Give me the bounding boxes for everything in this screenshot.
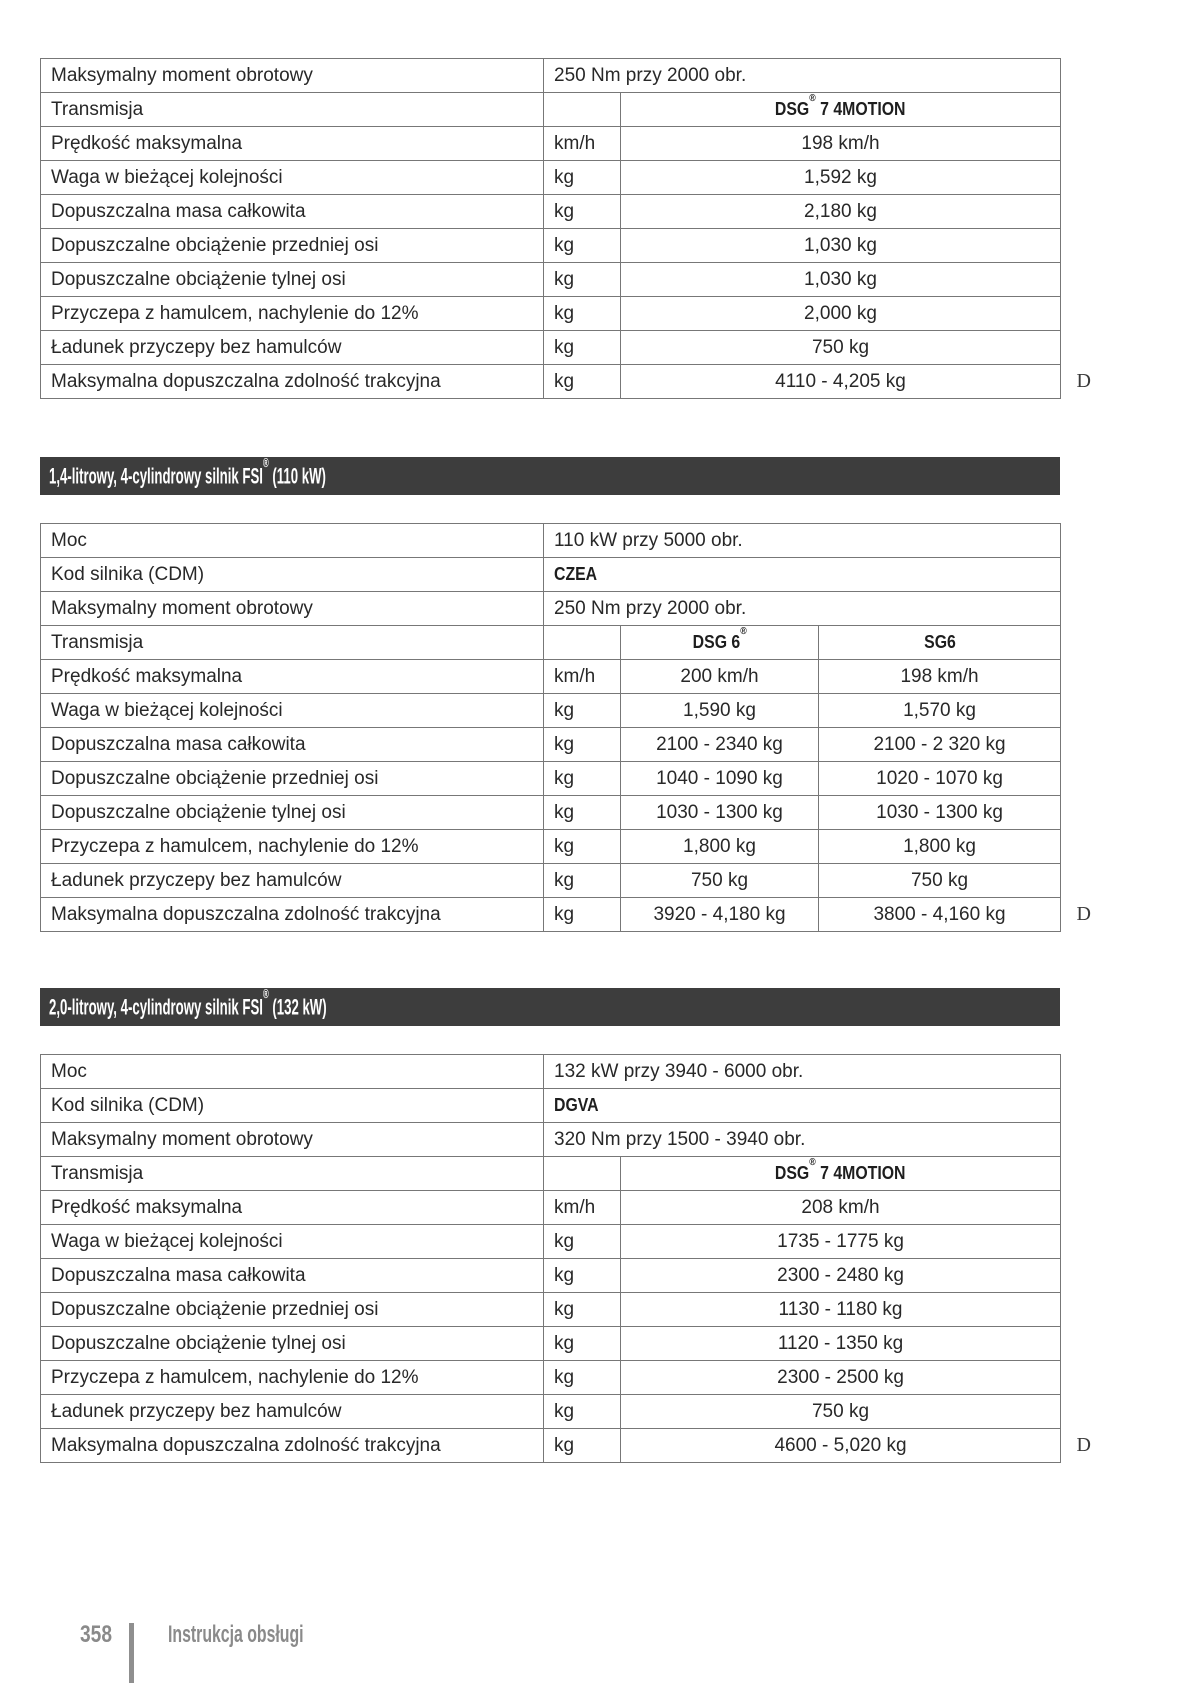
row-label: Ładunek przyczepy bez hamulców	[41, 331, 544, 365]
table-row	[41, 864, 1061, 898]
table-row	[41, 796, 1061, 830]
row-label: Dopuszczalne obciążenie tylnej osi	[41, 1327, 544, 1361]
table-row	[41, 1361, 1061, 1395]
row-unit: kg	[544, 898, 621, 932]
row-unit: kg	[544, 796, 621, 830]
row-label: Dopuszczalna masa całkowita	[41, 1259, 544, 1293]
transmission-name: DSG® 7 4MOTION	[775, 92, 906, 119]
table-row	[41, 762, 1061, 796]
table-row	[41, 1395, 1061, 1429]
row-label: Przyczepa z hamulcem, nachylenie do 12%	[41, 297, 544, 331]
row-unit: kg	[544, 1327, 621, 1361]
row-label: Transmisja	[41, 1157, 544, 1191]
margin-marker-d: D	[1076, 1434, 1091, 1456]
footer-divider	[129, 1623, 134, 1683]
table-row	[41, 127, 1061, 161]
section-title-text: 2,0-litrowy, 4-cylindrowy silnik FSI	[49, 994, 263, 1020]
row-label: Kod silnika (CDM)	[41, 558, 544, 592]
table-row	[41, 898, 1061, 932]
row-unit: km/h	[544, 1191, 621, 1225]
table-row	[41, 365, 1061, 399]
section-title-kw: (110 kW)	[268, 463, 326, 489]
table-row	[41, 626, 1061, 660]
spec-table-top-continued	[40, 58, 1061, 399]
row-value: 2,180 kg	[621, 195, 1061, 229]
table-row	[41, 93, 1061, 127]
table-row	[41, 1055, 1061, 1089]
row-label: Przyczepa z hamulcem, nachylenie do 12%	[41, 1361, 544, 1395]
row-value: 1,030 kg	[621, 229, 1061, 263]
row-value: 1020 - 1070 kg	[819, 762, 1061, 796]
row-value-full: CZEA	[544, 558, 1061, 592]
registered-trademark-icon: ®	[262, 985, 269, 1001]
row-label: Ładunek przyczepy bez hamulców	[41, 1395, 544, 1429]
row-unit: kg	[544, 161, 621, 195]
row-value: 1,800 kg	[819, 830, 1061, 864]
row-unit: kg	[544, 864, 621, 898]
row-value: 1030 - 1300 kg	[819, 796, 1061, 830]
row-value: 198 km/h	[621, 127, 1061, 161]
row-unit: kg	[544, 1429, 621, 1463]
table-row	[41, 524, 1061, 558]
table-row	[41, 331, 1061, 365]
row-value: 1130 - 1180 kg	[621, 1293, 1061, 1327]
row-value: 1,590 kg	[621, 694, 819, 728]
row-label: Dopuszczalne obciążenie przedniej osi	[41, 229, 544, 263]
table-row	[41, 59, 1061, 93]
row-value: 750 kg	[621, 331, 1061, 365]
table-row	[41, 1191, 1061, 1225]
row-value: 1,570 kg	[819, 694, 1061, 728]
row-value: 750 kg	[819, 864, 1061, 898]
row-unit: kg	[544, 762, 621, 796]
row-unit: kg	[544, 1225, 621, 1259]
row-value: 2,000 kg	[621, 297, 1061, 331]
table-wrap-top	[40, 58, 1091, 399]
row-value: 198 km/h	[819, 660, 1061, 694]
row-unit-empty	[544, 1157, 621, 1191]
row-label: Kod silnika (CDM)	[41, 1089, 544, 1123]
row-unit: kg	[544, 728, 621, 762]
transmission-header	[621, 93, 1061, 127]
section-header-110kw	[40, 454, 1060, 495]
page-number: 358	[80, 1621, 113, 1648]
registered-trademark-icon: ®	[262, 454, 269, 470]
row-unit: kg	[544, 229, 621, 263]
table-wrap-110kw	[40, 523, 1091, 932]
table-row	[41, 161, 1061, 195]
row-unit: kg	[544, 1361, 621, 1395]
row-label: Przyczepa z hamulcem, nachylenie do 12%	[41, 830, 544, 864]
registered-trademark-icon: ®	[740, 625, 747, 637]
page-content	[40, 58, 1091, 1463]
section-title-text: 1,4-litrowy, 4-cylindrowy silnik FSI	[49, 463, 263, 489]
row-unit: km/h	[544, 127, 621, 161]
table-row	[41, 1123, 1061, 1157]
row-value: 1040 - 1090 kg	[621, 762, 819, 796]
page-footer	[0, 1618, 1177, 1683]
table-row	[41, 830, 1061, 864]
row-unit: kg	[544, 365, 621, 399]
row-unit: kg	[544, 1293, 621, 1327]
doc-title: Instrukcja obsługi	[168, 1621, 304, 1648]
row-label: Moc	[41, 1055, 544, 1089]
table-row	[41, 263, 1061, 297]
row-value: 200 km/h	[621, 660, 819, 694]
table-row	[41, 1259, 1061, 1293]
spec-table-fsi-132kw	[40, 1054, 1061, 1463]
row-label: Dopuszczalne obciążenie tylnej osi	[41, 263, 544, 297]
transmission-name: DSG 6®	[692, 625, 747, 652]
row-label: Dopuszczalne obciążenie tylnej osi	[41, 796, 544, 830]
transmission-name: SG6	[923, 631, 956, 652]
row-label: Prędkość maksymalna	[41, 1191, 544, 1225]
transmission-header	[819, 626, 1061, 660]
margin-marker-d: D	[1076, 370, 1091, 392]
row-value: 2300 - 2480 kg	[621, 1259, 1061, 1293]
row-label: Maksymalny moment obrotowy	[41, 1123, 544, 1157]
table-row	[41, 558, 1061, 592]
row-unit: kg	[544, 694, 621, 728]
row-value: 4110 - 4,205 kg	[621, 365, 1061, 399]
row-label: Ładunek przyczepy bez hamulców	[41, 864, 544, 898]
registered-trademark-icon: ®	[809, 1156, 817, 1168]
row-value: 1,800 kg	[621, 830, 819, 864]
table-row	[41, 694, 1061, 728]
row-label: Maksymalna dopuszczalna zdolność trakcyjna	[41, 1429, 544, 1463]
row-label: Prędkość maksymalna	[41, 127, 544, 161]
table-row	[41, 229, 1061, 263]
transmission-header	[621, 626, 819, 660]
table-row	[41, 1327, 1061, 1361]
row-value: 1030 - 1300 kg	[621, 796, 819, 830]
row-unit: kg	[544, 331, 621, 365]
row-label: Waga w bieżącej kolejności	[41, 1225, 544, 1259]
spec-table-fsi-110kw	[40, 523, 1061, 932]
row-unit: kg	[544, 297, 621, 331]
row-label: Dopuszczalne obciążenie przedniej osi	[41, 1293, 544, 1327]
section-title	[49, 454, 326, 489]
row-value: 3800 - 4,160 kg	[819, 898, 1061, 932]
table-row	[41, 660, 1061, 694]
row-value: 750 kg	[621, 1395, 1061, 1429]
row-label: Maksymalna dopuszczalna zdolność trakcyjna	[41, 365, 544, 399]
row-value: 1735 - 1775 kg	[621, 1225, 1061, 1259]
row-value-full: 250 Nm przy 2000 obr.	[544, 592, 1061, 626]
row-value: 208 km/h	[621, 1191, 1061, 1225]
row-value-full: DGVA	[544, 1089, 1061, 1123]
row-value: 2100 - 2340 kg	[621, 728, 819, 762]
row-label: Prędkość maksymalna	[41, 660, 544, 694]
table-wrap-132kw	[40, 1054, 1091, 1463]
row-value-full: 132 kW przy 3940 - 6000 obr.	[544, 1055, 1061, 1089]
row-label: Transmisja	[41, 626, 544, 660]
table-row	[41, 1429, 1061, 1463]
row-value-full: 250 Nm przy 2000 obr.	[544, 59, 1061, 93]
table-row	[41, 1225, 1061, 1259]
row-label: Maksymalny moment obrotowy	[41, 59, 544, 93]
table-row	[41, 195, 1061, 229]
row-value: 3920 - 4,180 kg	[621, 898, 819, 932]
row-unit: kg	[544, 263, 621, 297]
margin-marker-d: D	[1076, 903, 1091, 925]
row-label: Maksymalny moment obrotowy	[41, 592, 544, 626]
table-row	[41, 1293, 1061, 1327]
row-value: 1,592 kg	[621, 161, 1061, 195]
row-label: Transmisja	[41, 93, 544, 127]
table-row	[41, 1157, 1061, 1191]
section-header-132kw	[40, 985, 1060, 1026]
row-unit: kg	[544, 195, 621, 229]
row-label: Dopuszczalna masa całkowita	[41, 728, 544, 762]
row-value: 2300 - 2500 kg	[621, 1361, 1061, 1395]
row-label: Dopuszczalna masa całkowita	[41, 195, 544, 229]
table-row	[41, 297, 1061, 331]
row-label: Maksymalna dopuszczalna zdolność trakcyjna	[41, 898, 544, 932]
registered-trademark-icon: ®	[809, 92, 817, 104]
transmission-header	[621, 1157, 1061, 1191]
row-value-full: 320 Nm przy 1500 - 3940 obr.	[544, 1123, 1061, 1157]
row-value-full: 110 kW przy 5000 obr.	[544, 524, 1061, 558]
section-title-kw: (132 kW)	[268, 994, 327, 1020]
section-title	[49, 985, 327, 1020]
table-row	[41, 728, 1061, 762]
row-unit-empty	[544, 93, 621, 127]
row-value: 1,030 kg	[621, 263, 1061, 297]
row-value: 4600 - 5,020 kg	[621, 1429, 1061, 1463]
row-unit: kg	[544, 1259, 621, 1293]
row-label: Dopuszczalne obciążenie przedniej osi	[41, 762, 544, 796]
row-value: 750 kg	[621, 864, 819, 898]
transmission-name: DSG® 7 4MOTION	[775, 1156, 906, 1183]
table-row	[41, 1089, 1061, 1123]
row-label: Moc	[41, 524, 544, 558]
row-unit: km/h	[544, 660, 621, 694]
table-row	[41, 592, 1061, 626]
row-label: Waga w bieżącej kolejności	[41, 161, 544, 195]
row-unit: kg	[544, 1395, 621, 1429]
row-value: 1120 - 1350 kg	[621, 1327, 1061, 1361]
row-unit: kg	[544, 830, 621, 864]
row-value: 2100 - 2 320 kg	[819, 728, 1061, 762]
row-label: Waga w bieżącej kolejności	[41, 694, 544, 728]
row-unit-empty	[544, 626, 621, 660]
